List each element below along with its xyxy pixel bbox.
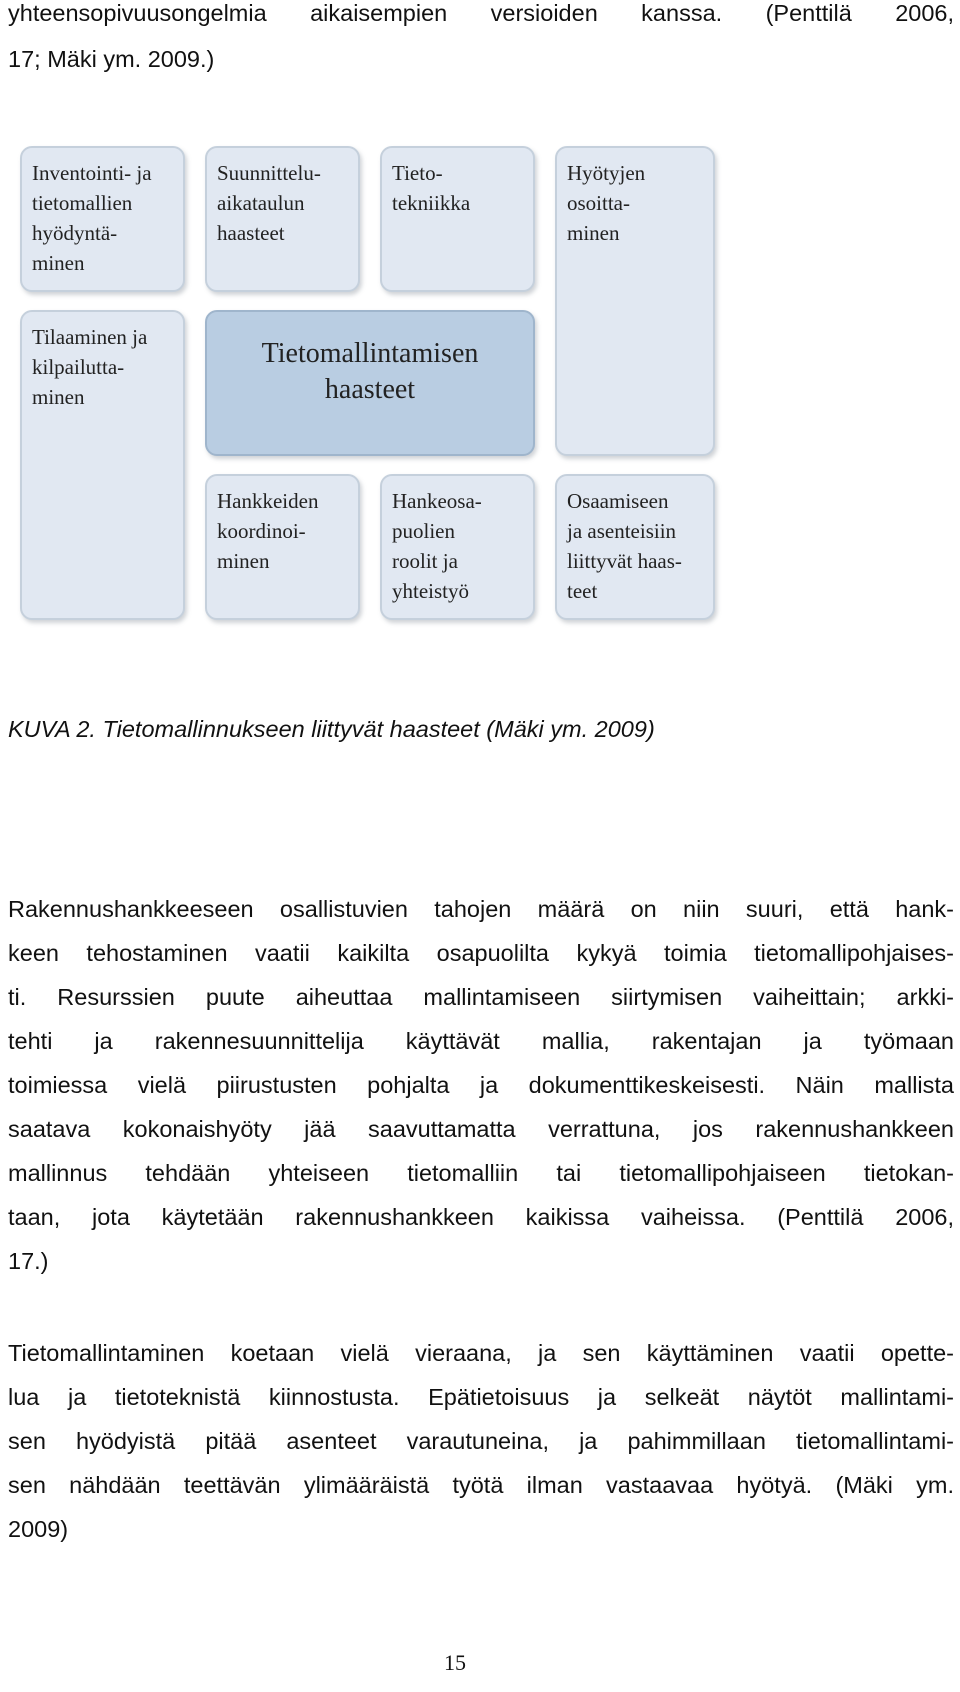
- box-text: kilpailutta-: [32, 355, 125, 379]
- box-text: ja asenteisiin: [567, 519, 677, 543]
- box-hyotyjen: [555, 146, 715, 456]
- box-suunnittelu: [205, 146, 360, 292]
- box-text: yhteistyö: [392, 579, 469, 603]
- box-text: Hankkeiden: [217, 489, 319, 513]
- box-text: minen: [217, 549, 270, 573]
- center-title-text: Tietomallintamisen: [261, 338, 479, 369]
- box-text: puolien: [392, 519, 455, 543]
- box-text: Tilaaminen ja: [32, 325, 148, 349]
- box-text: Inventointi- ja: [32, 161, 152, 185]
- box-inventointi: [20, 146, 185, 292]
- box-text: haasteet: [217, 221, 285, 245]
- box-tietotekniikka: [380, 146, 535, 292]
- box-tilaaminen: [20, 310, 185, 620]
- box-text: liittyvät haas-: [567, 549, 682, 573]
- intro-line: 17; Mäki ym. 2009.): [8, 46, 215, 72]
- paragraph-line: tehti ja rakennesuunnittelija käyttävät mallia, rakentajan ja työmaan: [8, 1028, 954, 1054]
- box-text: Hyötyjen: [567, 161, 646, 185]
- paragraph-line: sen hyödyistä pitää asenteet varautuneina, ja pahimmillaan tietomallintami-: [8, 1428, 954, 1454]
- paragraph-line: toimiessa vielä piirustusten pohjalta ja dokumenttikeskeisesti. Näin mallista: [8, 1072, 954, 1098]
- paragraph-line: lua ja tietoteknistä kiinnostusta. Epätietoisuus ja selkeät näytöt mallintami-: [8, 1384, 954, 1410]
- box-text: minen: [567, 221, 620, 245]
- box-text: teet: [567, 579, 598, 603]
- box-text: Suunnittelu-: [217, 161, 321, 185]
- box-osaamiseen: [555, 474, 715, 620]
- box-text: koordinoi-: [217, 519, 306, 543]
- box-center-title: [205, 310, 535, 456]
- page-number: 15: [444, 1650, 466, 1675]
- paragraph-line: saatava kokonaishyöty jää saavuttamatta verrattuna, jos rakennushankkeen: [8, 1116, 954, 1142]
- figure-caption: KUVA 2. Tietomallinnukseen liittyvät haasteet (Mäki ym. 2009): [8, 716, 655, 742]
- box-text: minen: [32, 385, 85, 409]
- intro-line: yhteensopivuusongelmia aikaisempien versioiden kanssa. (Penttilä 2006,: [8, 0, 954, 26]
- box-text: tietomallien: [32, 191, 133, 215]
- challenges-diagram: [20, 146, 720, 632]
- paragraph-line: ti. Resurssien puute aiheuttaa mallintamiseen siirtymisen vaiheittain; arkki-: [8, 984, 954, 1010]
- box-text: Tieto-: [392, 161, 443, 185]
- box-text: hyödyntä-: [32, 221, 118, 245]
- paragraph-line: taan, jota käytetään rakennushankkeen kaikissa vaiheissa. (Penttilä 2006,: [8, 1204, 954, 1230]
- paragraph-line: Rakennushankkeeseen osallistuvien tahojen määrä on niin suuri, että hank-: [8, 896, 954, 922]
- paragraph-line: Tietomallintaminen koetaan vielä vieraana, ja sen käyttäminen vaatii opette-: [8, 1340, 954, 1366]
- paragraph-line: mallinnus tehdään yhteiseen tietomalliin tai tietomallipohjaiseen tietokan-: [8, 1160, 954, 1186]
- box-hankkeiden: [205, 474, 360, 620]
- box-text: Osaamiseen: [567, 489, 669, 513]
- paragraph-line: 2009): [8, 1516, 69, 1542]
- box-text: roolit ja: [392, 549, 458, 573]
- box-text: osoitta-: [567, 191, 630, 215]
- box-text: Hankeosa-: [392, 489, 482, 513]
- paragraph-line: 17.): [8, 1248, 49, 1274]
- paragraph-line: sen nähdään teettävän ylimääräistä työtä ilman vastaavaa hyötyä. (Mäki ym.: [8, 1472, 954, 1498]
- box-text: aikataulun: [217, 191, 305, 215]
- box-text: minen: [32, 251, 85, 275]
- box-text: tekniikka: [392, 191, 471, 215]
- center-title-text: haasteet: [324, 374, 416, 405]
- box-hankeosapuolien: [380, 474, 535, 620]
- paragraph-line: keen tehostaminen vaatii kaikilta osapuolilta kykyä toimia tietomallipohjaises-: [8, 940, 954, 966]
